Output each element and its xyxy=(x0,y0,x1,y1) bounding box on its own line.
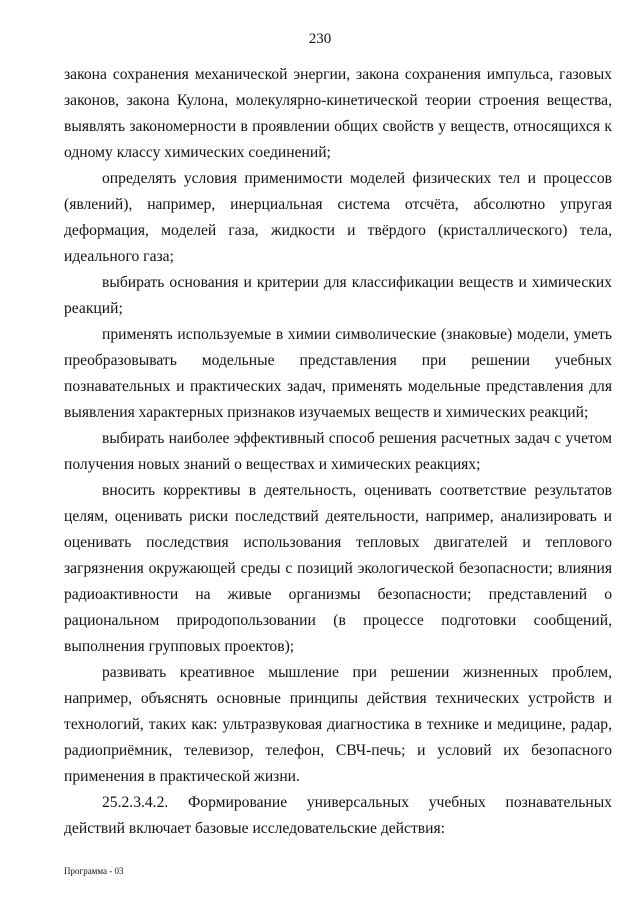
paragraph: применять используемые в химии символические (знаковые) модели, уметь преобразовывать модельные представления при решении учебных познавательных и практических задач, применять модельные представления для выявления характерных признаков изучаемых веществ и химических реакций; xyxy=(64,326,612,421)
section-heading-paragraph: 25.2.3.4.2. Формирование универсальных учебных познавательных действий включает базовые исследовательские действия: xyxy=(64,794,612,837)
paragraph: определять условия применимости моделей физических тел и процессов (явлений), например, инерциальная система отсчёта, абсолютно упругая деформация, моделей газа, жидкости и твёрдого (кристаллического) тела, идеального газа; xyxy=(64,170,612,265)
paragraph: закона сохранения механической энергии, закона сохранения импульса, газовых законов, закона Кулона, молекулярно-кинетической теории строения вещества, выявлять закономерности в проявлении общих свойств у веществ, относящихся к одному классу химических соединений; xyxy=(64,66,612,161)
document-body xyxy=(64,62,612,842)
page-number: 230 xyxy=(308,31,332,47)
paragraph: вносить коррективы в деятельность, оценивать соответствие результатов целям, оценивать риски последствий деятельности, например, анализировать и оценивать последствия использования тепловых двигателей и теплового загрязнения окружающей среды с позиций экологической безопасности; влияния радиоактивности на живые организмы безопасности; представлений о рациональном природопользовании (в процессе подготовки сообщений, выполнения групповых проектов); xyxy=(64,482,612,655)
paragraph: развивать креативное мышление при решении жизненных проблем, например, объяснять основные принципы действия технических устройств и технологий, таких как: ультразвуковая диагностика в технике и медицине, радар, радиоприёмник, телевизор, телефон, СВЧ-печь; и условий их безопасного применения в практической жизни. xyxy=(64,664,612,785)
paragraph: выбирать основания и критерии для классификации веществ и химических реакций; xyxy=(64,274,612,317)
footer-label: Программа - 03 xyxy=(64,866,124,876)
paragraph: выбирать наиболее эффективный способ решения расчетных задач с учетом получения новых знаний о веществах и химических реакциях; xyxy=(64,430,612,473)
